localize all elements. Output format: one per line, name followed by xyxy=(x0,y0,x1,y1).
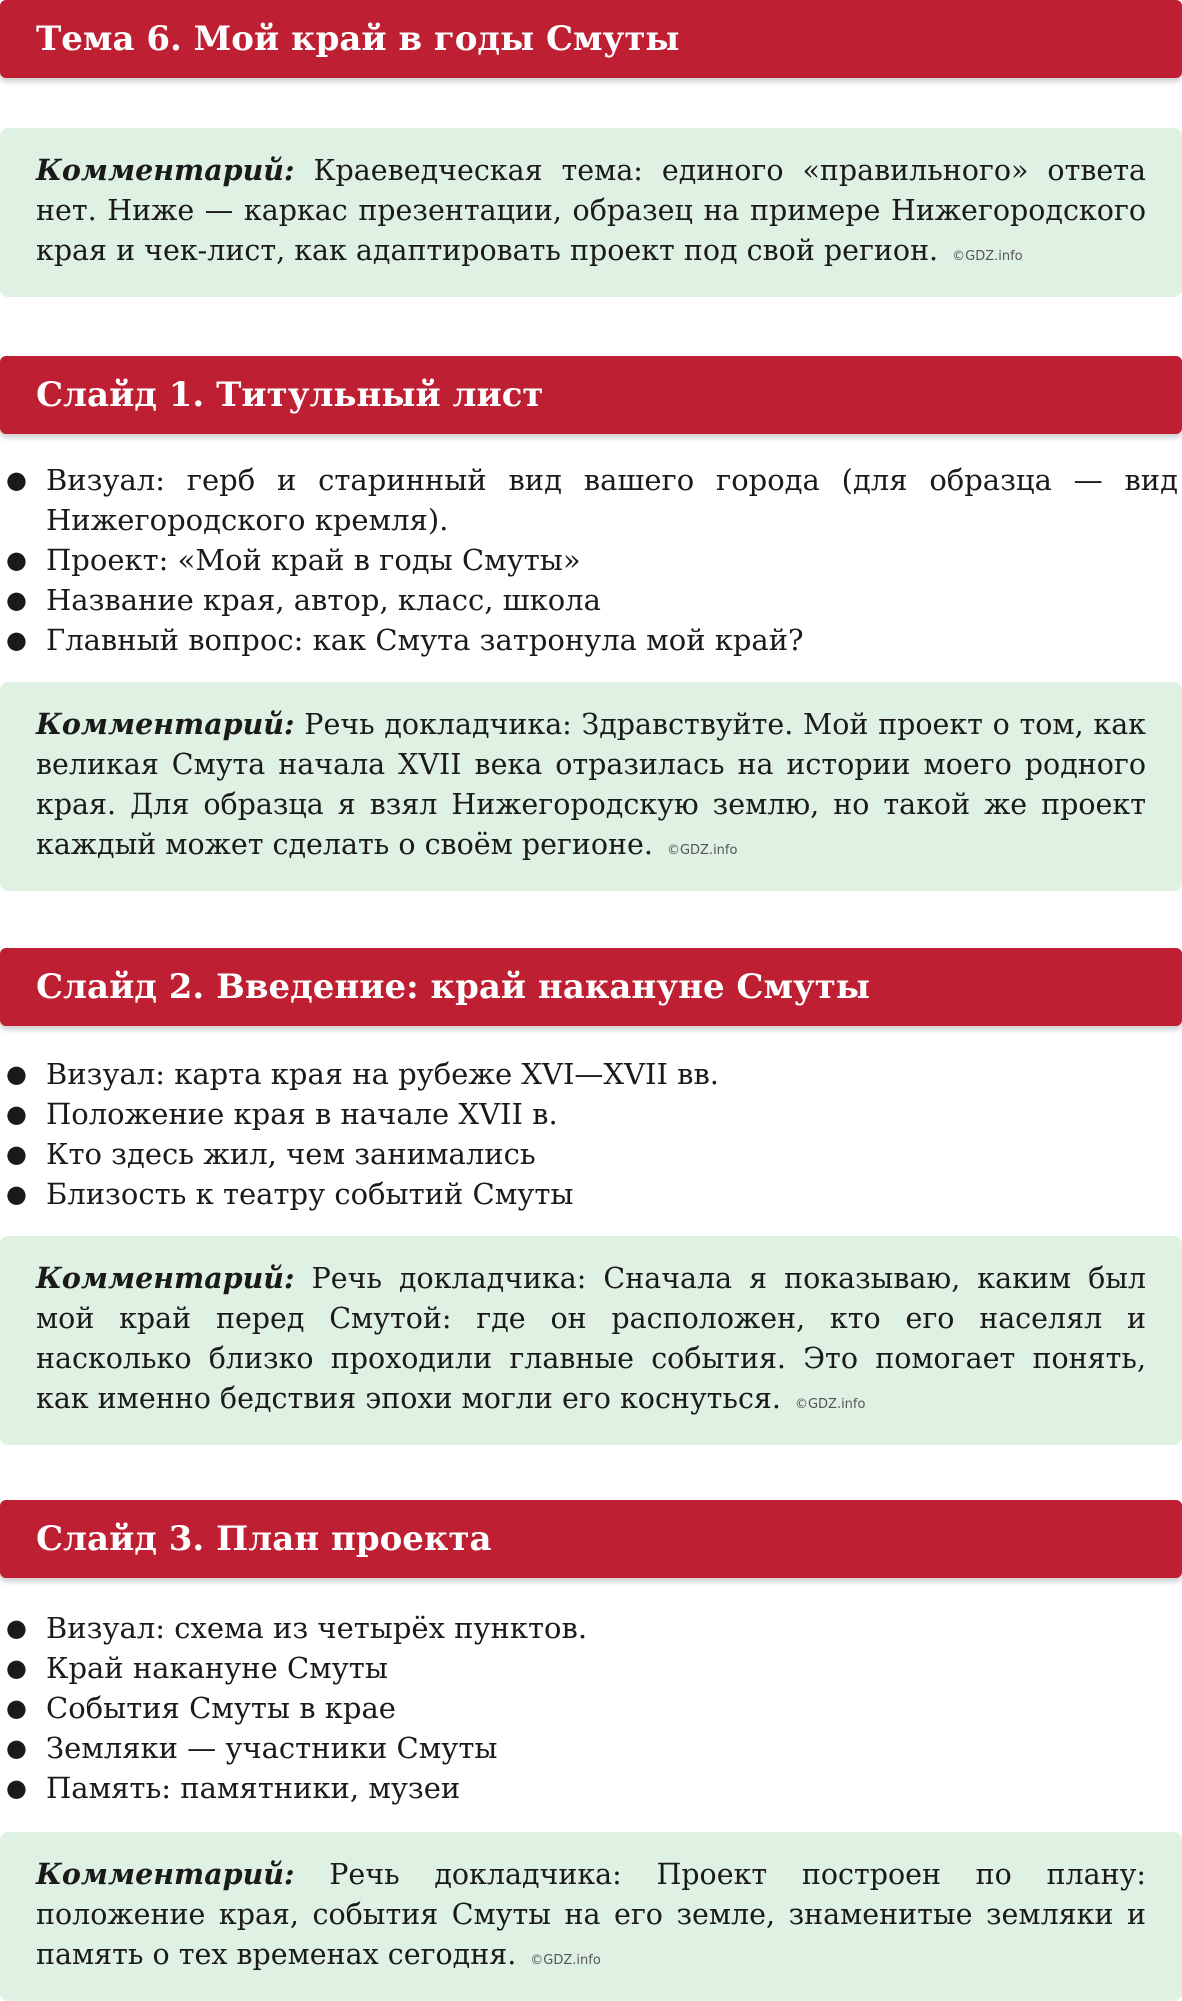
bullet-icon: ● xyxy=(6,626,27,654)
section-header-topic: Тема 6. Мой край в годы Смуты xyxy=(0,0,1182,78)
comment-label: Комментарий: xyxy=(36,153,295,187)
bullet-icon: ● xyxy=(6,1774,27,1802)
list-item: ● Проект: «Мой край в годы Смуты» xyxy=(0,540,1182,580)
list-item: ● Близость к театру событий Смуты xyxy=(0,1174,1182,1214)
bullet-icon: ● xyxy=(6,546,27,574)
watermark-text: ©GDZ.info xyxy=(530,1953,601,1968)
comment-box-intro xyxy=(0,128,1182,297)
list-item: ● Визуал: карта края на рубеже XVI—XVII вв. xyxy=(0,1054,1182,1094)
section-header-slide-2: Слайд 2. Введение: край накануне Смуты xyxy=(0,948,1182,1026)
watermark-text: ©GDZ.info xyxy=(666,843,738,858)
watermark-text: ©GDZ.info xyxy=(794,1397,866,1412)
bullet-icon: ● xyxy=(6,1100,27,1128)
comment-label: Комментарий: xyxy=(36,1261,295,1295)
comment-box-slide-2 xyxy=(0,1236,1182,1445)
section-header-slide-1: Слайд 1. Титульный лист xyxy=(0,356,1182,434)
bullet-list-slide-2 xyxy=(0,1054,1182,1214)
comment-text: Речь докладчика: Здравствуйте. Мой проект о том, как великая Смута начала XVII века отразилась на истории моего родного края. Для образца я взял Нижегородскую землю, но такой же проект каждый может сделать о своём регионе. xyxy=(36,708,1146,861)
list-item: ● Край накануне Смуты xyxy=(0,1648,1182,1688)
bullet-icon: ● xyxy=(6,1734,27,1762)
comment-text: Речь докладчика: Проект построен по плану: положение края, события Смуты на его земле, знаменитые земляки и память о тех временах сегодня. xyxy=(36,1858,1146,1971)
watermark-text: ©GDZ.info xyxy=(952,249,1023,264)
section-header-slide-3: Слайд 3. План проекта xyxy=(0,1500,1182,1578)
bullet-list-slide-1 xyxy=(0,460,1182,660)
list-item: ● Земляки — участники Смуты xyxy=(0,1728,1182,1768)
bullet-icon: ● xyxy=(6,1140,27,1168)
comment-text: Краеведческая тема: единого «правильного» ответа нет. Ниже — каркас презентации, образец на примере Нижегородского края и чек-лист, как адаптировать проект под свой регион. xyxy=(36,154,1146,267)
bullet-icon: ● xyxy=(6,1654,27,1682)
list-item: ● Главный вопрос: как Смута затронула мой край? xyxy=(0,620,1182,660)
list-item: ● Кто здесь жил, чем занимались xyxy=(0,1134,1182,1174)
comment-text: Речь докладчика: Сначала я показываю, каким был мой край перед Смутой: где он расположен, кто его населял и насколько близко проходили главные события. Это помогает понять, как именно бедствия эпохи могли его коснуться. xyxy=(36,1262,1147,1415)
bullet-icon: ● xyxy=(6,466,27,494)
comment-label: Комментарий: xyxy=(36,707,295,741)
bullet-icon: ● xyxy=(6,1180,27,1208)
list-item: ● Визуал: схема из четырёх пунктов. xyxy=(0,1608,1182,1648)
comment-box-slide-1 xyxy=(0,682,1182,891)
bullet-icon: ● xyxy=(6,1060,27,1088)
list-item: ● Название края, автор, класс, школа xyxy=(0,580,1182,620)
list-item: ● Визуал: герб и старинный вид вашего города (для образца — вид Нижегородского кремля). xyxy=(0,460,1182,540)
bullet-icon: ● xyxy=(6,1694,27,1722)
comment-label: Комментарий: xyxy=(36,1857,295,1891)
list-item: ● Положение края в начале XVII в. xyxy=(0,1094,1182,1134)
list-item: ● Память: памятники, музеи xyxy=(0,1768,1182,1808)
bullet-list-slide-3 xyxy=(0,1608,1182,1808)
bullet-icon: ● xyxy=(6,586,27,614)
comment-box-slide-3 xyxy=(0,1832,1182,2001)
bullet-icon: ● xyxy=(6,1614,27,1642)
list-item: ● События Смуты в крае xyxy=(0,1688,1182,1728)
